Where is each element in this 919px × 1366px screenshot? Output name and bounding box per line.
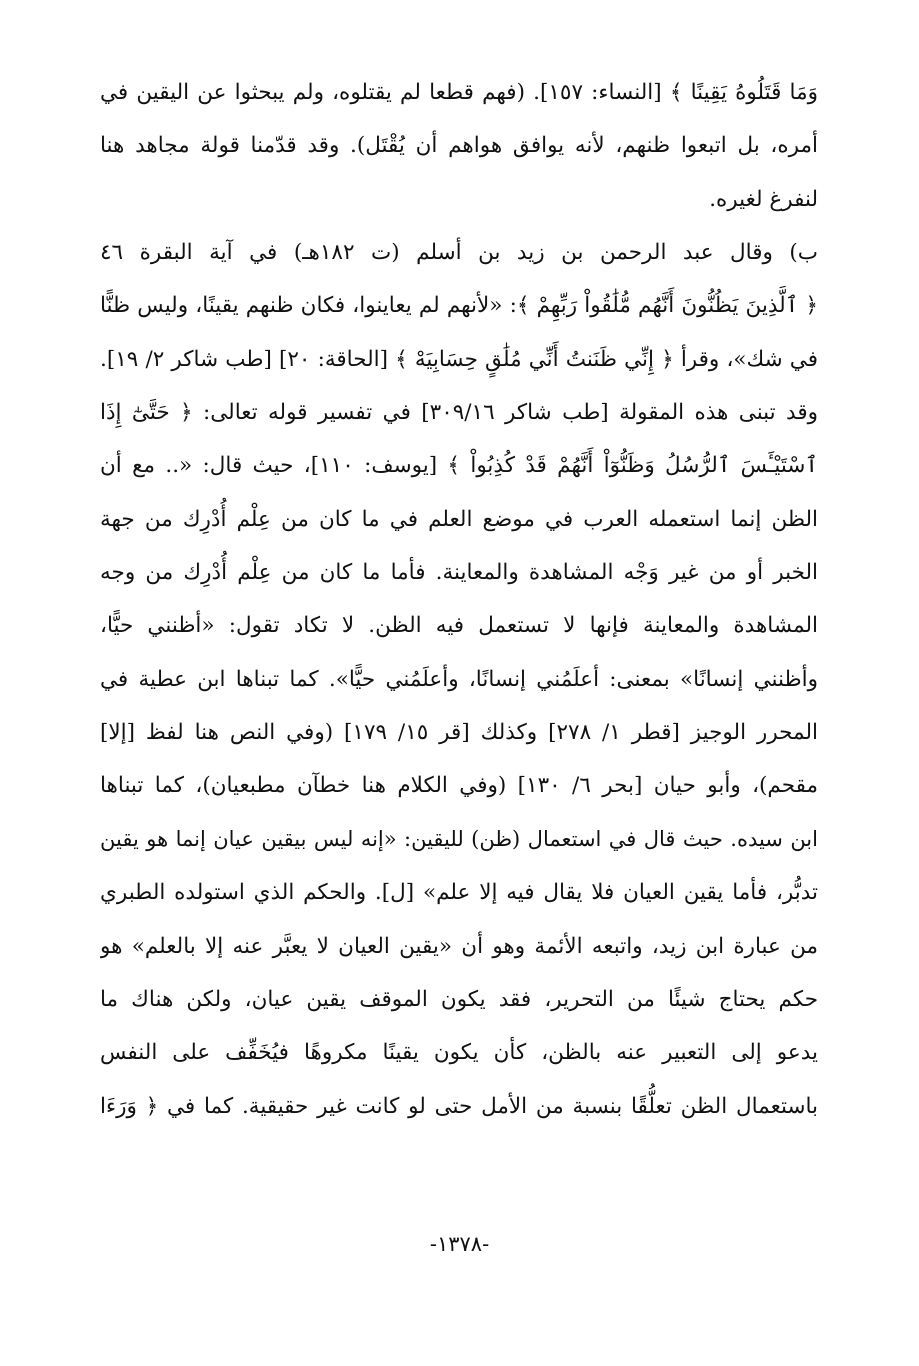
text-line: المشاهدة والمعاينة فإنها لا تستعمل فيه الظن. لا تكاد تقول: «أظنني حيًّا، <box>100 613 818 639</box>
text-line: المحرر الوجيز [قطر ١/ ٢٧٨] وكذلك [قر ١٥/ ١٧٩] (وفي النص هنا لفظ [إلا] <box>100 720 818 746</box>
text-line: من عبارة ابن زيد، واتبعه الأئمة وهو أن «يقين العيان لا يعبَّر عنه إلا بالعلم» هو <box>100 933 818 959</box>
text-line: مقحم)، وأبو حيان [بحر ٦/ ١٣٠] (وفي الكلام هنا خطآن مطبعيان)، كما تبناها <box>100 773 818 799</box>
text-line: ٱسْتَيْـَٔسَ ٱلرُّسُلُ وَظَنُّوٓاْ أَنَّهُمْ قَدْ كُذِبُواْ ﴾ [يوسف: ١١٠]، حيث قال: «.. مع أن <box>100 453 818 479</box>
text-line: الخبر أو من غير وَجْه المشاهدة والمعاينة. فأما ما كان من عِلْم أُدْرِك من وجه <box>100 560 818 586</box>
text-line: لنفرغ لغيره. <box>709 186 818 212</box>
text-line: وأظنني إنسانًا» بمعنى: أعلَمُني إنسانًا، وأعلَمُني حيًّا». كما تبناها ابن عطية في <box>100 666 818 692</box>
text-line: ابن سيده. حيث قال في استعمال (ظن) لليقين: «إنه ليس بيقين عيان إنما هو يقين <box>100 826 818 851</box>
text-line: في شك»، وقرأ ﴿ إِنِّي ظَنَنتُ أَنِّي مُلَٰقٍ حِسَابِيَهْ ﴾ [الحاقة: ٢٠] [طب شاكر ٢/ ١٩]. <box>100 346 818 372</box>
text-line: ب) وقال عبد الرحمن بن زيد بن أسلم (ت ١٨٢هـ) في آية البقرة ٤٦ <box>100 240 818 266</box>
text-line: وقد تبنى هذه المقولة [طب شاكر ٣٠٩/١٦] في تفسير قوله تعالى: ﴿ حَتَّىٰٓ إِذَا <box>100 400 818 426</box>
text-line: ﴿ ٱلَّذِينَ يَظُنُّونَ أَنَّهُم مُّلَٰقُواْ رَبِّهِمْ ﴾: «لأنهم لم يعاينوا، فكان ظنهم يقينًا، وليس ظنًّا <box>100 293 818 319</box>
text-line: أمره، بل اتبعوا ظنهم، لأنه يوافق هواهم أن يُقْتَل). وقد قدّمنا قولة مجاهد هنا <box>100 133 818 159</box>
body-text <box>100 66 818 1133</box>
text-line: الظن إنما استعمله العرب في موضع العلم في ما كان من عِلْم أُدْرِك من جهة <box>100 506 818 532</box>
text-line: يدعو إلى التعبير عنه بالظن، كأن يكون يقينًا مكروهًا فيُخَفِّف على النفس <box>100 1040 818 1066</box>
text-line: حكم يحتاج شيئًا من التحرير، فقد يكون الموقف يقين عيان، ولكن هناك ما <box>100 986 818 1012</box>
text-line: تدبُّر، فأما يقين العيان فلا يقال فيه إلا علم» [ل]. والحكم الذي استولده الطبري <box>100 880 818 906</box>
text-line: باستعمال الظن تعلُّقًا بنسبة من الأمل حتى لو كانت غير حقيقية. كما في ﴿ وَرَءَا <box>100 1093 818 1119</box>
page-number: -١٣٧٨- <box>429 1232 490 1256</box>
text-line: وَمَا قَتَلُوهُ يَقِينًا ﴾ [النساء: ١٥٧]. (فهم قطعا لم يقتلوه، ولم يبحثوا عن اليقين في <box>100 80 818 105</box>
